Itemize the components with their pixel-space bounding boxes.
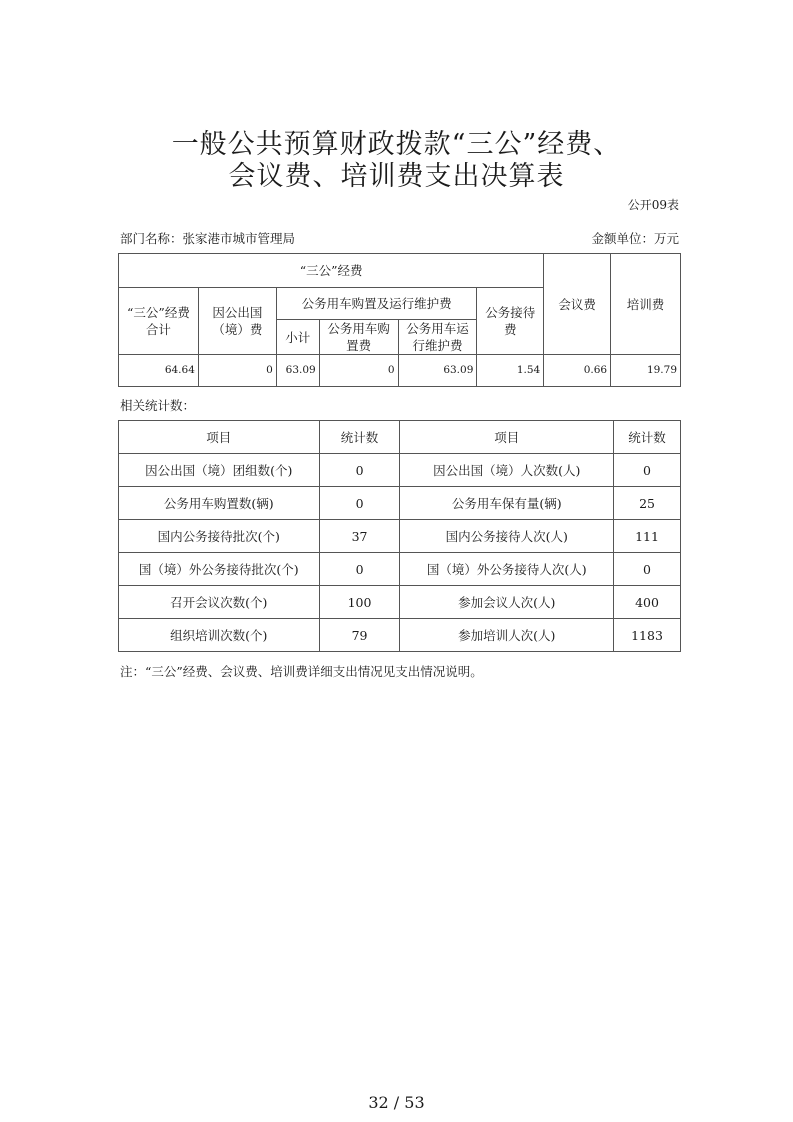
header-training: 培训费	[611, 254, 681, 355]
stats-item: 国内公务接待批次(个)	[119, 520, 320, 553]
stats-item: 参加会议人次(人)	[400, 586, 614, 619]
header-meeting: 会议费	[544, 254, 611, 355]
value-vehicle-purchase: 0	[319, 355, 398, 387]
stats-item: 因公出国（境）团组数(个)	[119, 454, 320, 487]
table-row	[119, 487, 681, 520]
department-name: 部门名称：张家港市城市管理局	[120, 231, 296, 246]
stats-item: 召开会议次数(个)	[119, 586, 320, 619]
stats-item: 公务用车保有量(辆)	[400, 487, 614, 520]
stats-header-count-right: 统计数	[614, 421, 681, 454]
stats-value: 0	[614, 454, 681, 487]
page-number: 32 / 53	[368, 1093, 425, 1112]
header-subtotal: 小计	[276, 320, 319, 355]
header-total: “三公”经费合计	[119, 288, 199, 355]
header-vehicle: 公务用车购置及运行维护费	[276, 288, 477, 320]
stats-value: 111	[614, 520, 681, 553]
stats-value: 0	[319, 553, 400, 586]
stats-item: 国（境）外公务接待批次(个)	[119, 553, 320, 586]
stats-value: 400	[614, 586, 681, 619]
stats-header-count-left: 统计数	[319, 421, 400, 454]
value-total: 64.64	[119, 355, 199, 387]
value-training: 19.79	[611, 355, 681, 387]
stats-value: 79	[319, 619, 400, 652]
header-abroad: 因公出国（境）费	[198, 288, 276, 355]
stats-item: 公务用车购置数(辆)	[119, 487, 320, 520]
stats-item: 国内公务接待人次(人)	[400, 520, 614, 553]
value-abroad: 0	[198, 355, 276, 387]
stats-item: 国（境）外公务接待人次(人)	[400, 553, 614, 586]
stats-item: 组织培训次数(个)	[119, 619, 320, 652]
stats-value: 37	[319, 520, 400, 553]
table-code: 公开09表	[627, 198, 679, 212]
value-meeting: 0.66	[544, 355, 611, 387]
stats-header-item-left: 项目	[119, 421, 320, 454]
expense-table	[118, 253, 681, 387]
header-reception: 公务接待费	[477, 288, 544, 355]
related-stats-label: 相关统计数：	[120, 398, 196, 413]
stats-value: 0	[319, 454, 400, 487]
stats-item: 参加培训人次(人)	[400, 619, 614, 652]
value-reception: 1.54	[477, 355, 544, 387]
amount-unit: 金额单位：万元	[591, 231, 679, 246]
value-subtotal: 63.09	[276, 355, 319, 387]
table-row	[119, 586, 681, 619]
table-row	[119, 553, 681, 586]
page-title-line2: 会议费、培训费支出决算表	[228, 161, 565, 192]
header-vehicle-operation: 公务用车运行维护费	[398, 320, 477, 355]
stats-value: 0	[319, 487, 400, 520]
stats-header-item-right: 项目	[400, 421, 614, 454]
table-row	[119, 454, 681, 487]
header-sangong: “三公”经费	[119, 254, 544, 288]
stats-value: 100	[319, 586, 400, 619]
stats-item: 因公出国（境）人次数(人)	[400, 454, 614, 487]
footnote: 注：“三公”经费、会议费、培训费详细支出情况见支出情况说明。	[120, 664, 483, 679]
value-vehicle-operation: 63.09	[398, 355, 477, 387]
table-row	[119, 520, 681, 553]
stats-table	[118, 420, 681, 652]
header-vehicle-purchase: 公务用车购置费	[319, 320, 398, 355]
stats-value: 0	[614, 553, 681, 586]
stats-value: 25	[614, 487, 681, 520]
stats-value: 1183	[614, 619, 681, 652]
table-row	[119, 619, 681, 652]
page-title-line1: 一般公共预算财政拨款“三公”经费、	[171, 129, 622, 160]
